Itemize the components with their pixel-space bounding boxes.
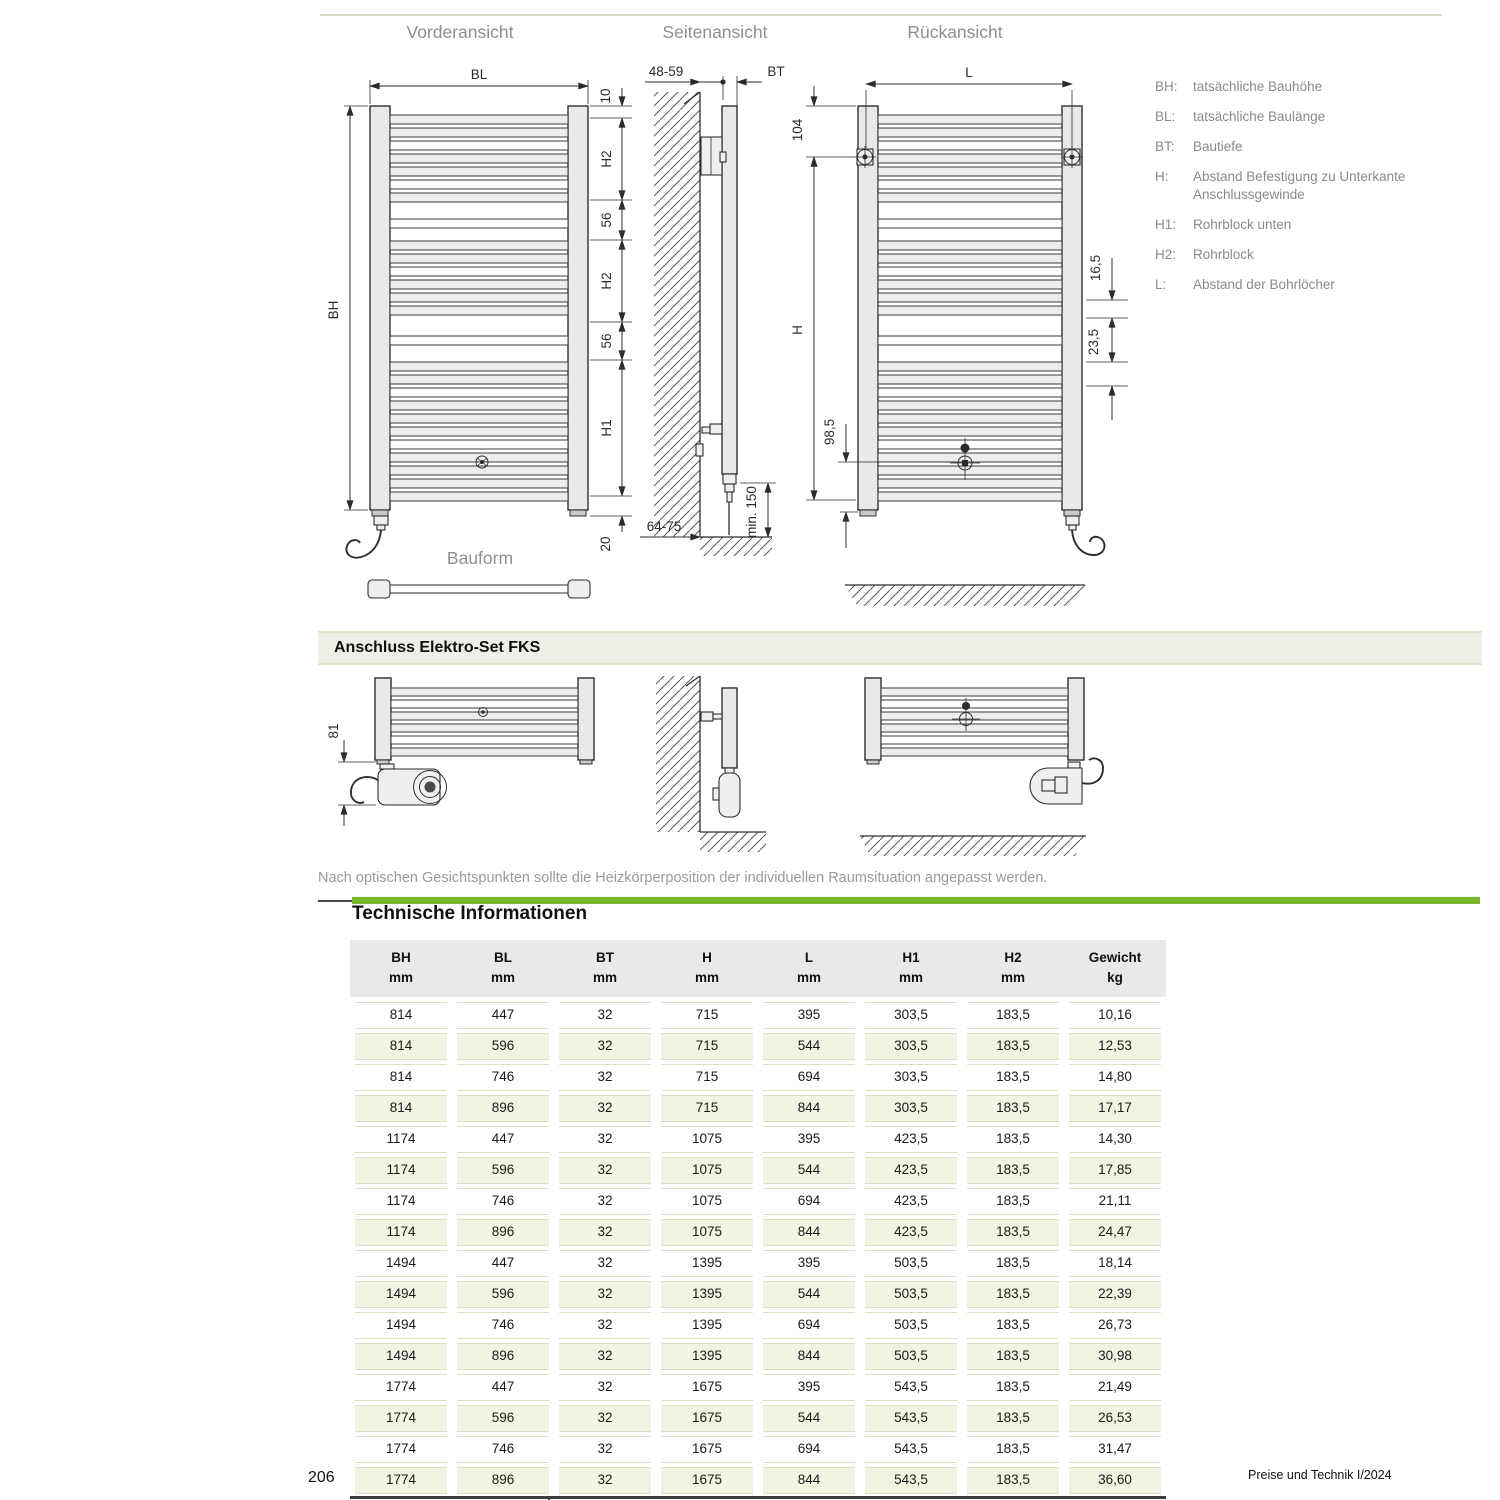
table-cell: 447: [457, 1126, 549, 1153]
table-row: [350, 1279, 1166, 1310]
table-row: [350, 1341, 1166, 1372]
table-cell: 395: [763, 1126, 855, 1153]
front-view-title: Vorderansicht: [406, 22, 514, 42]
table-cell: 447: [457, 1250, 549, 1277]
table-cell: 503,5: [865, 1312, 957, 1339]
table-cell: 21,49: [1069, 1374, 1161, 1401]
dim-label-h: H: [790, 325, 805, 335]
table-header-cell: H mm: [694, 950, 719, 985]
rear-cable: [1066, 516, 1105, 555]
dim-label-bh: BH: [326, 300, 341, 320]
legend-item: [1155, 108, 1417, 126]
table-cell: 503,5: [865, 1250, 957, 1277]
table-cell: 183,5: [967, 1281, 1059, 1308]
table-cell: 303,5: [865, 1095, 957, 1122]
table-row: [350, 1403, 1166, 1434]
top-divider: [320, 14, 1442, 16]
dim-label-56: 56: [599, 212, 614, 228]
table-cell: 423,5: [865, 1157, 957, 1184]
table-cell: 715: [661, 1033, 753, 1060]
table-cell: 543,5: [865, 1405, 957, 1432]
table-cell: 596: [457, 1405, 549, 1432]
dim-bl: [370, 67, 588, 104]
table-title: Technische Informationen: [352, 903, 588, 924]
legend-text: Bautiefe: [1193, 139, 1243, 154]
table-header: [350, 940, 1166, 997]
table-cell: 395: [763, 1250, 855, 1277]
dimension-legend: [1155, 78, 1417, 306]
table-cell: 1675: [661, 1467, 753, 1494]
table-header-cell: L mm: [796, 950, 821, 985]
table-cell: 21,11: [1069, 1188, 1161, 1215]
table-body: [350, 1000, 1166, 1496]
table-cell: 183,5: [967, 1436, 1059, 1463]
table-cell: 814: [355, 1033, 447, 1060]
table-bottom-rule: [350, 1496, 1166, 1499]
table-row: [350, 1155, 1166, 1186]
table-cell: 896: [457, 1343, 549, 1370]
table-cell: 543,5: [865, 1436, 957, 1463]
table-cell: 1395: [661, 1281, 753, 1308]
table-cell: 715: [661, 1002, 753, 1029]
table-cell: 32: [559, 1281, 651, 1308]
legend-item: [1155, 78, 1417, 96]
table-cell: 1075: [661, 1188, 753, 1215]
table-row: [350, 1248, 1166, 1279]
legend-key: H2:: [1155, 247, 1177, 262]
table-cell: 183,5: [967, 1219, 1059, 1246]
table-cell: 544: [763, 1033, 855, 1060]
table-cell: 183,5: [967, 1250, 1059, 1277]
elektro-side-drawing: [656, 676, 766, 852]
rear-view-title: Rückansicht: [907, 22, 1003, 42]
side-bottom-valve: [723, 474, 736, 535]
dim-label-20: 20: [598, 536, 613, 552]
table-cell: 1774: [355, 1436, 447, 1463]
table-cell: 183,5: [967, 1002, 1059, 1029]
table-cell: 543,5: [865, 1374, 957, 1401]
table-cell: 814: [355, 1064, 447, 1091]
table-cell: 544: [763, 1405, 855, 1432]
table-cell: 1174: [355, 1219, 447, 1246]
table-cell: 32: [559, 1033, 651, 1060]
table-header-cell: BH mm: [388, 950, 413, 985]
table-header-cell: BT mm: [592, 950, 617, 985]
table-cell: 694: [763, 1312, 855, 1339]
cut-mark: [548, 1496, 550, 1500]
table-row: [350, 1310, 1166, 1341]
table-cell: 32: [559, 1095, 651, 1122]
table-cell: 1675: [661, 1436, 753, 1463]
side-view-title: Seitenansicht: [662, 22, 768, 42]
legend-item: [1155, 138, 1417, 156]
table-cell: 303,5: [865, 1033, 957, 1060]
dim-label-bt: BT: [767, 64, 785, 79]
dim-label-98-5: 98,5: [822, 418, 837, 446]
table-cell: 423,5: [865, 1219, 957, 1246]
table-cell: 1774: [355, 1467, 447, 1494]
front-dim-chain: [590, 88, 632, 552]
table-cell: 447: [457, 1002, 549, 1029]
table-cell: 596: [457, 1033, 549, 1060]
side-bracket: [701, 137, 726, 175]
table-cell: 715: [661, 1064, 753, 1091]
table-cell: 303,5: [865, 1002, 957, 1029]
table-cell: 32: [559, 1250, 651, 1277]
table-row: [350, 1434, 1166, 1465]
legend-item: [1155, 216, 1417, 234]
table-cell: 183,5: [967, 1467, 1059, 1494]
legend-item: [1155, 168, 1417, 204]
rear-view-drawing: [790, 65, 1128, 606]
table-cell: 1395: [661, 1250, 753, 1277]
elektro-section-header: [318, 631, 1482, 665]
table-cell: 32: [559, 1467, 651, 1494]
table-cell: 1395: [661, 1312, 753, 1339]
bauform-label: Bauform: [446, 548, 514, 568]
table-row: [350, 1093, 1166, 1124]
table-row: [350, 1217, 1166, 1248]
rear-tubes: [878, 115, 1062, 501]
table-cell: 18,14: [1069, 1250, 1161, 1277]
dim-label-h1: H1: [599, 419, 614, 437]
dim-label-64-75: 64-75: [646, 519, 682, 534]
table-cell: 544: [763, 1157, 855, 1184]
table-cell: 303,5: [865, 1064, 957, 1091]
dim-label-104: 104: [790, 118, 805, 142]
rear-bracket-right: [1061, 146, 1083, 168]
table-cell: 1494: [355, 1343, 447, 1370]
table-row: [350, 1031, 1166, 1062]
table-cell: 17,85: [1069, 1157, 1161, 1184]
table-cell: 844: [763, 1467, 855, 1494]
table-cell: 183,5: [967, 1374, 1059, 1401]
table-cell: 1494: [355, 1312, 447, 1339]
table-cell: 1174: [355, 1157, 447, 1184]
table-cell: 1774: [355, 1405, 447, 1432]
table-cell: 844: [763, 1343, 855, 1370]
table-header-cell: H2 mm: [1000, 950, 1025, 985]
table-cell: 1075: [661, 1157, 753, 1184]
position-note: Nach optischen Gesichtspunkten sollte die Heizkörperposition der individuellen Raumsituation angepasst werden.: [318, 870, 1048, 886]
table-cell: 183,5: [967, 1188, 1059, 1215]
table-row: [350, 1372, 1166, 1403]
dim-label-h2: H2: [599, 150, 614, 168]
table-header-cell: BL mm: [490, 950, 515, 985]
table-cell: 746: [457, 1312, 549, 1339]
table-header-cell: H1 mm: [898, 950, 923, 985]
side-view-drawing: [640, 64, 785, 556]
table-cell: 544: [763, 1281, 855, 1308]
dim-label-l: L: [965, 65, 973, 80]
table-cell: 844: [763, 1095, 855, 1122]
table-cell: 183,5: [967, 1157, 1059, 1184]
elektro-front-drawing: [326, 678, 594, 826]
table-cell: 12,53: [1069, 1033, 1161, 1060]
legend-text: Abstand Befestigung zu Unterkante Anschlussgewinde: [1193, 169, 1406, 202]
elektro-section-title: Anschluss Elektro-Set FKS: [334, 639, 541, 656]
table-cell: 32: [559, 1343, 651, 1370]
table-cell: 32: [559, 1126, 651, 1153]
legend-item: [1155, 246, 1417, 264]
table-cell: 32: [559, 1157, 651, 1184]
table-cell: 543,5: [865, 1467, 957, 1494]
legend-key: L:: [1155, 277, 1167, 292]
table-cell: 814: [355, 1095, 447, 1122]
dim-23-5: [1086, 329, 1128, 420]
table-cell: 596: [457, 1157, 549, 1184]
table-cell: 395: [763, 1002, 855, 1029]
table-cell: 746: [457, 1436, 549, 1463]
table-cell: 1395: [661, 1343, 753, 1370]
table-cell: 26,73: [1069, 1312, 1161, 1339]
dim-81: [326, 723, 376, 826]
table-cell: 1075: [661, 1219, 753, 1246]
dim-label-h2b: H2: [599, 272, 614, 290]
table-cell: 10,16: [1069, 1002, 1161, 1029]
dim-label-16-5: 16,5: [1088, 254, 1103, 282]
table-row: [350, 1465, 1166, 1496]
table-cell: 30,98: [1069, 1343, 1161, 1370]
table-header-cell: Gewicht kg: [1088, 950, 1142, 985]
dim-label-bl: BL: [470, 67, 488, 82]
legend-item: [1155, 276, 1417, 294]
table-cell: 503,5: [865, 1281, 957, 1308]
elektro-set-drawing: [326, 668, 1130, 868]
table-cell: 31,47: [1069, 1436, 1161, 1463]
table-row: [350, 1186, 1166, 1217]
table-cell: 395: [763, 1374, 855, 1401]
front-view-drawing: [326, 67, 632, 598]
table-cell: 32: [559, 1405, 651, 1432]
table-cell: 183,5: [967, 1312, 1059, 1339]
table-cell: 183,5: [967, 1033, 1059, 1060]
table-cell: 183,5: [967, 1064, 1059, 1091]
table-cell: 183,5: [967, 1343, 1059, 1370]
legend-key: BT:: [1155, 139, 1175, 154]
table-cell: 183,5: [967, 1095, 1059, 1122]
legend-key: H:: [1155, 169, 1169, 184]
table-cell: 14,80: [1069, 1064, 1161, 1091]
table-cell: 896: [457, 1219, 549, 1246]
legend-key: BH:: [1155, 79, 1178, 94]
front-tubes: [390, 115, 568, 501]
table-cell: 896: [457, 1095, 549, 1122]
table-cell: 32: [559, 1374, 651, 1401]
separator-dark-segment: [318, 900, 352, 902]
table-cell: 24,47: [1069, 1219, 1161, 1246]
table-cell: 1174: [355, 1188, 447, 1215]
table-cell: 844: [763, 1219, 855, 1246]
table-cell: 26,53: [1069, 1405, 1161, 1432]
table-cell: 746: [457, 1188, 549, 1215]
dimension-drawing: [326, 50, 1130, 610]
table-cell: 694: [763, 1436, 855, 1463]
bauform-shape: [368, 580, 590, 598]
table-cell: 1174: [355, 1126, 447, 1153]
table-cell: 32: [559, 1436, 651, 1463]
dim-label-81: 81: [326, 723, 341, 739]
dim-label-56b: 56: [599, 333, 614, 349]
legend-text: Rohrblock: [1193, 247, 1254, 262]
legend-key: H1:: [1155, 217, 1177, 232]
front-cable: [346, 516, 388, 558]
dim-label-10: 10: [598, 88, 613, 104]
table-cell: 1075: [661, 1126, 753, 1153]
table-cell: 896: [457, 1467, 549, 1494]
table-cell: 746: [457, 1064, 549, 1091]
table-cell: 36,60: [1069, 1467, 1161, 1494]
table-row: [350, 1000, 1166, 1031]
heating-element-rear: [1030, 758, 1103, 804]
rear-bracket-left: [854, 146, 876, 168]
page-number: 206: [308, 1469, 335, 1486]
table-cell: 1675: [661, 1405, 753, 1432]
table-cell: 17,17: [1069, 1095, 1161, 1122]
table-cell: 503,5: [865, 1343, 957, 1370]
table-cell: 14,30: [1069, 1126, 1161, 1153]
table-cell: 447: [457, 1374, 549, 1401]
edition-label: Preise und Technik I/2024: [1248, 1468, 1392, 1482]
legend-text: tatsächliche Baulänge: [1193, 109, 1326, 124]
table-cell: 22,39: [1069, 1281, 1161, 1308]
table-cell: 32: [559, 1188, 651, 1215]
table-cell: 32: [559, 1002, 651, 1029]
table-cell: 423,5: [865, 1126, 957, 1153]
table-cell: 1774: [355, 1374, 447, 1401]
dim-label-48-59: 48-59: [648, 64, 684, 79]
table-cell: 423,5: [865, 1188, 957, 1215]
table-cell: 694: [763, 1064, 855, 1091]
table-cell: 715: [661, 1095, 753, 1122]
elektro-rear-drawing: [860, 678, 1103, 856]
table-cell: 1494: [355, 1281, 447, 1308]
table-cell: 1494: [355, 1250, 447, 1277]
legend-text: Abstand der Bohrlöcher: [1193, 277, 1335, 292]
table-cell: 814: [355, 1002, 447, 1029]
elektro-rear-floor: [860, 836, 1086, 856]
table-cell: 183,5: [967, 1126, 1059, 1153]
table-cell: 32: [559, 1064, 651, 1091]
dim-bh: [326, 106, 368, 510]
table-cell: 183,5: [967, 1405, 1059, 1432]
table-row: [350, 1124, 1166, 1155]
legend-key: BL:: [1155, 109, 1176, 124]
table-row: [350, 1062, 1166, 1093]
legend-text: tatsächliche Bauhöhe: [1193, 79, 1323, 94]
dim-label-23-5: 23,5: [1086, 328, 1101, 356]
legend-text: Rohrblock unten: [1193, 217, 1292, 232]
table-cell: 1675: [661, 1374, 753, 1401]
table-cell: 32: [559, 1312, 651, 1339]
heating-element-front: [351, 764, 447, 805]
rear-floor: [845, 585, 1085, 606]
table-cell: 596: [457, 1281, 549, 1308]
table-cell: 694: [763, 1188, 855, 1215]
dim-label-min150: min. 150: [744, 486, 759, 538]
table-cell: 32: [559, 1219, 651, 1246]
